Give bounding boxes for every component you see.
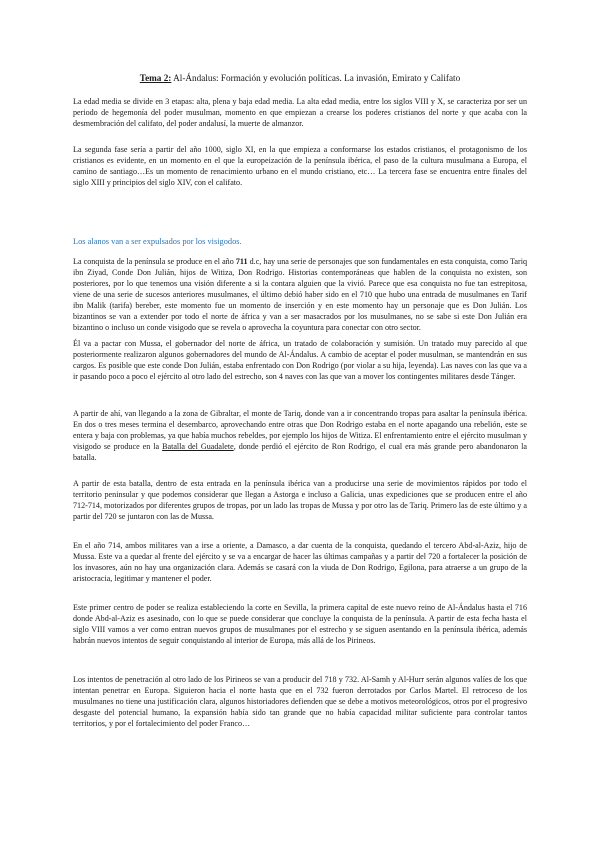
paragraph-conquest: La conquista de la península se produce en el año 711 d.c, hay una serie de personajes que son fundamentales en esta conquista, como Tariq ibn Ziyad, Conde Don Julián, hijos de Witiza, Don Rodrigo. Historias contemporáneas que hablen de la conquista no existen, son posteriores, por lo que tenemos una visión diferente a si la contara alguien que la vivió. Parece que esa conquista no fue tan estrepitosa, viene de una serie de sucesos anteriores musulmanes, el último debió haber sido en el 710 que hubo una entrada de musulmanes en Tarif ibn Malik (tarifa) bereber, este momento fue un momento de inserción y en este momento hay un personaje que es Don Julián. Los bizantinos se van a extender por todo el norte de áfrica y van a ser masacrados por los musulmanes, no se sabe si este Don Julián era bizantino o incluso un conde visigodo que se revela o aprovecha la coyuntura para conectar con otro sector. bbox=[73, 257, 527, 332]
paragraph-expeditions: A partir de esta batalla, dentro de esta entrada en la península ibérica van a producirse una serie de movimientos rápidos por todo el territorio peninsular y que podemos considerar que llegan a Astorga e incluso a Galicia, unas expediciones que se producen entre el año 712-714, motorizados por diferentes grupos de tropas, por un lado las tropas de Mussa y por otro las de Tariq. Primero las de este último y a partir del 720 se juntaron con las de Mussa. bbox=[73, 479, 527, 521]
paragraph-pirineos: Los intentos de penetración al otro lado de los Pirineos se van a producir del 718 y 732. Al-Samh y Al-Hurr serán algunos valíes de los que intentan penetrar en Europa. Siguieron hacia el norte hasta que en el 732 fueron derrotados por Carlos Martel. El retroceso de los musulmanes no tiene una justificación clara, algunos historiadores defienden que se debe a motivos meteorológicos, otros por el progresivo desgaste del potencial humano, la expansión había sido tan grande que no había capacidad militar suficiente para controlar tantos territorios, y por el fortalecimiento del poder Franco… bbox=[73, 675, 527, 728]
document-title bbox=[75, 72, 525, 84]
paragraph-second-phase: La segunda fase sería a partir del año 1000, siglo XI, en la que empieza a conformarse los estados cristianos, el protagonismo de los cristianos es evidente, en un momento en el que la europeización de la península ibérica, el paso de la cultura musulmana a Europa, el camino de santiago…Es un momento de renacimiento urbano en el mundo cristiano, etc… La tercera fase se encuentra entre finales del siglo XIII y principios del siglo XIV, con el califato. bbox=[73, 145, 527, 187]
title-text: Al-Ándalus: Formación y evolución políticas. La invasión, Emirato y Califato bbox=[171, 73, 461, 83]
paragraph-mussa-pact: Él va a pactar con Mussa, el gobernador del norte de áfrica, un tratado de colaboración y sumisión. Un tratado muy parecido al que posteriormente realizaron algunos gobernadores del mundo de Al-Ándalus. A cambio de aceptar el poder musulman, se mantendrán en sus cargos. Es posible que este conde Don Julián, estaba enfrentado con Don Rodrigo (por violar a su hija, leyenda). Las naves con las que va a ir pasando poco a poco el ejército al otro lado del estrecho, son 4 naves con las que van a mover los contingentes militares desde Tánger. bbox=[73, 339, 527, 381]
title-label: Tema 2: bbox=[139, 73, 172, 83]
section-heading: Los alanos van a ser expulsados por los visigodos. bbox=[73, 237, 242, 246]
paragraph-gibraltar: A partir de ahí, van llegando a la zona de Gibraltar, el monte de Tariq, donde van a ir concentrando tropas para asaltar la península ibérica. En dos o tres meses termina el desembarco, aprovechando entre otras que Don Rodrigo estaba en el norte apagando una rebelión, este se entera y baja con problemas, ya que había muchos rebeldes, por ejemplo los hijos de Witiza. El enfrentamiento entre el ejército musulman y visigodo se produce en la Batalla del Guadalete, donde perdió el ejército de Ron Rodrigo, el cual era más grande pero abandonaron la batalla. bbox=[73, 409, 527, 462]
batalla-guadalete-link: Batalla del Guadalete bbox=[162, 442, 234, 451]
paragraph-sevilla: Este primer centro de poder se realiza estableciendo la corte en Sevilla, la primera capital de este nuevo reino de Al-Ándalus hasta el 716 donde Abd-al-Aziz es asesinado, con lo que se puede considerar que concluye la conquista de la península. A partir de esta fecha hasta el siglo VIII vamos a ver como entran nuevos grupos de musulmanes por el estrecho y se siguen asentando en la península ibérica, además habrán nuevos intentos de seguir conquistando al interior de Europa, más allá de los Pirineos. bbox=[73, 603, 527, 645]
paragraph-intro: La edad media se divide en 3 etapas: alta, plena y baja edad media. La alta edad media, entre los siglos VIII y X, se caracteriza por ser un periodo de hegemonía del poder musulman, momento en que empiezan a crearse los poderes cristianos del norte y que acaba con la desmembración del califato, del poder andalusí, la muerte de almanzor. bbox=[73, 97, 527, 128]
paragraph-714: En el año 714, ambos militares van a irse a oriente, a Damasco, a dar cuenta de la conquista, quedando el tercero Abd-al-Aziz, hijo de Mussa. Este va a quedar al frente del ejército y se va a encargar de hacer las últimas campañas y a partir del 720 a fortalecer la posición de los invasores, aún no hay una organización clara. Además se casará con la viuda de Don Rodrigo, Egilona, para atraerse a un grupo de la aristocracia, legitimar y mantener el poder. bbox=[73, 541, 527, 583]
year-711: 711 bbox=[235, 257, 248, 266]
